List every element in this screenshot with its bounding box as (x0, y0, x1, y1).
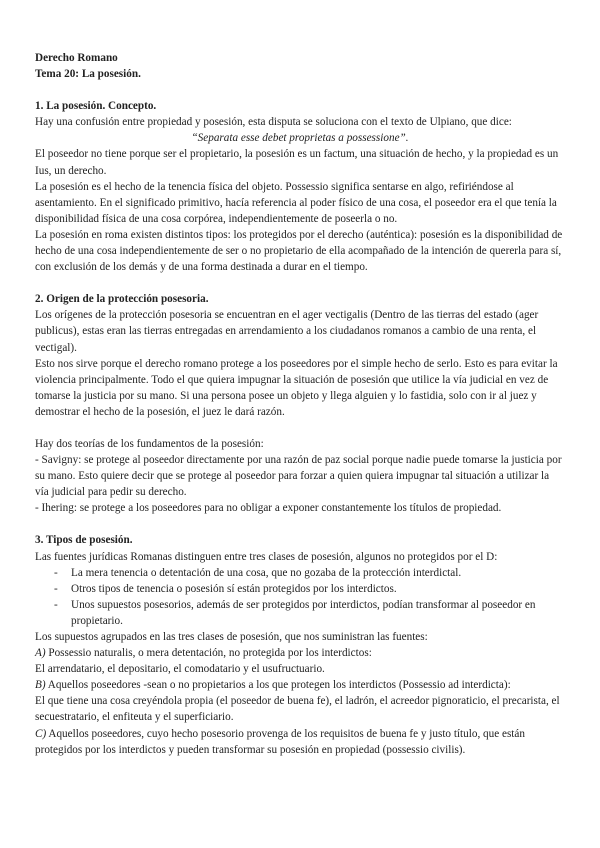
dash-bullet: - (54, 566, 58, 579)
topic-title: Tema 20: La posesión. (35, 68, 141, 81)
clause-a-text: Possessio naturalis, o mera detentación, no protegida por los interdictos: (45, 647, 372, 660)
section3-heading: 3. Tipos de posesión. (35, 534, 133, 547)
clause-c (35, 726, 565, 758)
possession-types-list (35, 565, 565, 629)
dash-bullet: - (54, 582, 58, 595)
list-item-text: La mera tenencia o detentación de una cosa, que no gozaba de la protección interdictal. (71, 566, 462, 579)
clause-b-text: Aquellos poseedores -sean o no propietarios a los que protegen los interdictos (Possessio ad interdicta): (45, 679, 511, 692)
dash-bullet: - (54, 598, 58, 611)
list-item-text: Unos supuestos posesorios, además de ser protegidos por interdictos, podían transformar al poseedor en propietario. (71, 598, 536, 627)
clause-b-detail: El que tiene una cosa creyéndola propia (el poseedor de buena fe), el ladrón, el acreedor pignoraticio, el precarista, el secuestratario, el enfiteuta y el superficiario. (35, 695, 560, 724)
course-title: Derecho Romano (35, 52, 118, 64)
savigny-theory: - Savigny: se protege al poseedor directamente por una razón de paz social porque nadie puede tomarse la justicia por su mano. Esto quiere decir que se protege al poseedor para forzar a quien quiera impugnar tal situación a utilizar la vía judicial para pedir su derecho. (35, 454, 562, 499)
ulpiano-quote: “Separata esse debet proprietas a possessione”. (191, 132, 409, 145)
spacer (35, 275, 565, 291)
clause-a-detail: El arrendatario, el depositario, el comodatario y el usufructuario. (35, 663, 325, 676)
section2-heading: 2. Origen de la protección posesoria. (35, 293, 209, 306)
spacer (35, 516, 565, 532)
section1-paragraph-3: La posesión en roma existen distintos tipos: los protegidos por el derecho (auténtica): posesión es la disponibilidad de hecho de una cosa independientemente de ser o no propietario de ella acompañado de la intención de quererla para sí, con exclusión de los demás y de una forma destinada a durar en el tiempo. (35, 228, 563, 274)
list-item (35, 597, 565, 629)
list-item (35, 565, 565, 581)
section3-intro: Las fuentes jurídicas Romanas distinguen entre tres clases de posesión, algunos no protegidos por el D: (35, 550, 498, 563)
clause-b (35, 677, 565, 693)
clause-c-label: C) (35, 727, 47, 740)
list-item (35, 581, 565, 597)
clause-a (35, 645, 565, 661)
ihering-theory: - Ihering: se protege a los poseedores para no obligar a exponer constantemente los títulos de propiedad. (35, 502, 502, 515)
section1-paragraph-2: La posesión es el hecho de la tenencia física del objeto. Possessio significa sentarse en algo, refiriéndose al asentamiento. En el significado primitivo, hacía referencia al poder físico de una cosa, el poseedor era el que tenía la disponibilidad física de una cosa corpórea, independientemente de poseerla o no. (35, 180, 557, 225)
list-item-text: Otros tipos de tenencia o posesión sí están protegidos por los interdictos. (71, 582, 397, 595)
document-page (35, 50, 565, 758)
section1-paragraph-1: El poseedor no tiene porque ser el propietario, la posesión es un factum, una situación de hecho, y la propiedad es un Ius, un derecho. (35, 148, 559, 177)
section2-paragraph-2: Esto nos sirve porque el derecho romano protege a los poseedores por el simple hecho de serlo. Esto es para evitar la violencia principalmente. Todo el que quiera impugnar la situación de posesión que utilice la vía judicial en vez de tomarse la justicia por su mano. Si una persona posee un objeto y llega alguien y lo fastidia, solo con ir al juez y demostrar el hecho de la posesión, el juez le dará razón. (35, 357, 558, 418)
clause-b-label: B) (35, 679, 46, 692)
section1-heading: 1. La posesión. Concepto. (35, 100, 157, 113)
section1-intro: Hay una confusión entre propiedad y posesión, esta disputa se soluciona con el texto de Ulpiano, que dice: (35, 116, 512, 129)
clause-c-text: Aquellos poseedores, cuyo hecho posesorio provenga de los requisitos de buena fe y justo título, que están protegidos por los interdictos y pueden transformar su posesión en propiedad (possessio civilis). (35, 727, 525, 756)
clause-a-label: A) (35, 647, 46, 660)
section2-paragraph-1: Los orígenes de la protección posesoria se encuentran en el ager vectigalis (Dentro de las tierras del estado (ager publicus), estas eran las tierras entregadas en arrendamiento a los ciudadanos romanos a cambio de una renta, el vectigal). (35, 309, 539, 354)
spacer (35, 82, 565, 98)
spacer (35, 420, 565, 436)
section3-paragraph-1: Los supuestos agrupados en las tres clases de posesión, que nos suministran las fuentes: (35, 631, 428, 643)
section2-paragraph-3: Hay dos teorías de los fundamentos de la posesión: (35, 437, 264, 450)
